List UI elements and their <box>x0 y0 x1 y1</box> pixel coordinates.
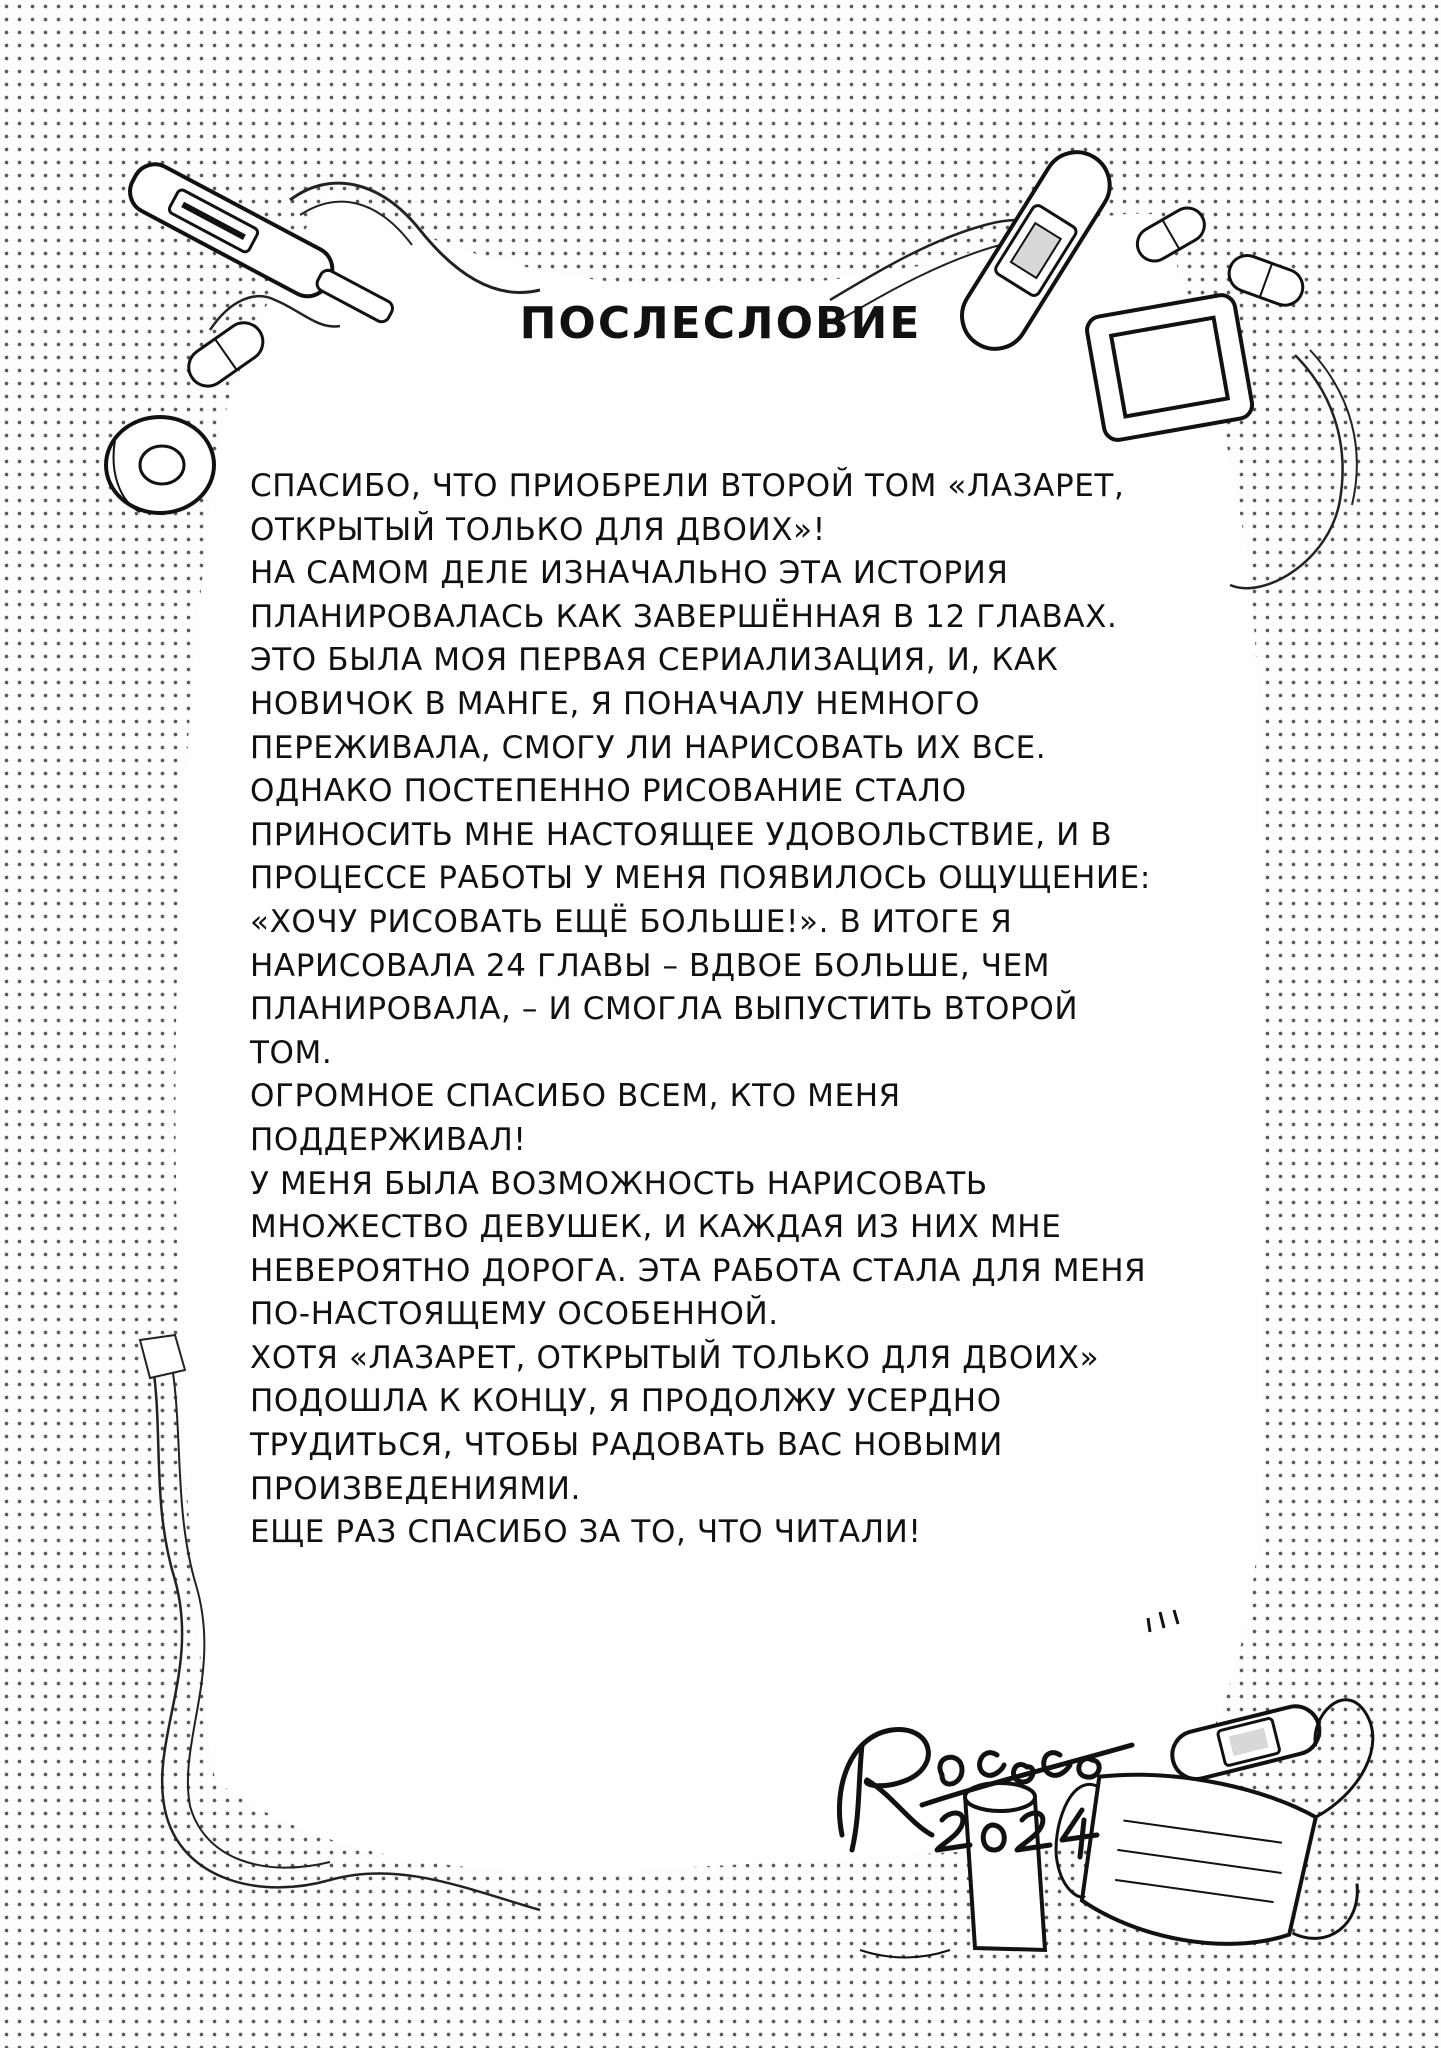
text-line: ПЛАНИРОВАЛАСЬ КАК ЗАВЕРШЁННАЯ В 12 ГЛАВАХ. <box>250 598 1118 635</box>
text-line: ОТКРЫТЫЙ ТОЛЬКО ДЛЯ ДВОИХ»! <box>250 511 826 548</box>
text-line: ПОДДЕРЖИВАЛ! <box>250 1121 527 1158</box>
text-line: ПО-НАСТОЯЩЕМУ ОСОБЕННОЙ. <box>250 1296 779 1333</box>
page-title: ПОСЛЕСЛОВИЕ <box>519 298 922 349</box>
text-line: НЕВЕРОЯТНО ДОРОГА. ЭТА РАБОТА СТАЛА ДЛЯ МЕНЯ <box>250 1252 1147 1289</box>
text-line: ПЛАНИРОВАЛА, – И СМОГЛА ВЫПУСТИТЬ ВТОРОЙ <box>250 991 1079 1028</box>
text-line: ПРОЦЕССЕ РАБОТЫ У МЕНЯ ПОЯВИЛОСЬ ОЩУЩЕНИЕ: <box>250 860 1151 897</box>
text-line: НАРИСОВАЛА 24 ГЛАВЫ – ВДВОЕ БОЛЬШЕ, ЧЕМ <box>250 947 1051 984</box>
text-line: ПЕРЕЖИВАЛА, СМОГУ ЛИ НАРИСОВАТЬ ИХ ВСЕ. <box>250 729 1047 766</box>
text-line: ТОМ. <box>250 1034 333 1071</box>
author-signature <box>822 1685 1142 1885</box>
text-line: ЕЩЕ РАЗ СПАСИБО ЗА ТО, ЧТО ЧИТАЛИ! <box>250 1514 922 1551</box>
text-line: НОВИЧОК В МАНГЕ, Я ПОНАЧАЛУ НЕМНОГО <box>250 685 981 722</box>
text-line: ТРУДИТЬСЯ, ЧТОБЫ РАДОВАТЬ ВАС НОВЫМИ <box>250 1427 1003 1464</box>
text-line: ПРОИЗВЕДЕНИЯМИ. <box>250 1470 581 1507</box>
text-line: ХОТЯ «ЛАЗАРЕТ, ОТКРЫТЫЙ ТОЛЬКО ДЛЯ ДВОИХ» <box>250 1339 1100 1376</box>
text-line: У МЕНЯ БЫЛА ВОЗМОЖНОСТЬ НАРИСОВАТЬ <box>250 1165 988 1202</box>
text-line: ОДНАКО ПОСТЕПЕННО РИСОВАНИЕ СТАЛО <box>250 773 967 810</box>
text-line: МНОЖЕСТВО ДЕВУШЕК, И КАЖДАЯ ИЗ НИХ МНЕ <box>250 1209 1062 1246</box>
afterword-text <box>250 465 1250 1555</box>
text-line: СПАСИБО, ЧТО ПРИОБРЕЛИ ВТОРОЙ ТОМ «ЛАЗАРЕТ, <box>250 468 1125 504</box>
text-line: ЭТО БЫЛА МОЯ ПЕРВАЯ СЕРИАЛИЗАЦИЯ, И, КАК <box>250 642 1059 679</box>
text-line: «ХОЧУ РИСОВАТЬ ЕЩЁ БОЛЬШЕ!». В ИТОГЕ Я <box>250 903 1013 940</box>
text-line: НА САМОМ ДЕЛЕ ИЗНАЧАЛЬНО ЭТА ИСТОРИЯ <box>250 555 1009 592</box>
text-line: ПРИНОСИТЬ МНЕ НАСТОЯЩЕЕ УДОВОЛЬСТВИЕ, И В <box>250 816 1113 853</box>
text-line: ОГРОМНОЕ СПАСИБО ВСЕМ, КТО МЕНЯ <box>250 1078 901 1115</box>
text-line: ПОДОШЛА К КОНЦУ, Я ПРОДОЛЖУ УСЕРДНО <box>250 1383 1002 1420</box>
tape-roll-icon <box>106 417 214 513</box>
